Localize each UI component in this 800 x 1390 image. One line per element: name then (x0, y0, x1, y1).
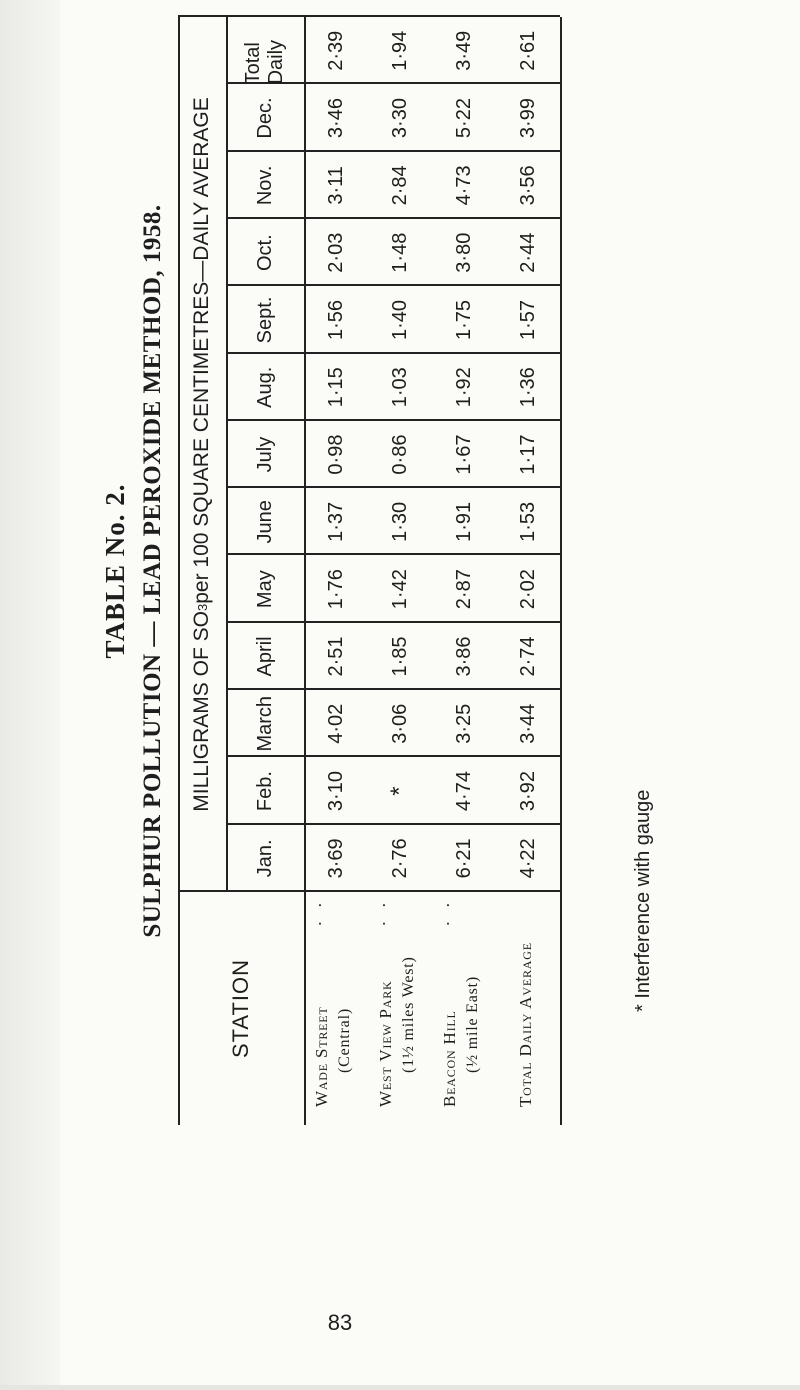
table-cell: 5·22 (452, 98, 475, 139)
table-cell: 3·11 (324, 166, 347, 205)
rule-bottom (560, 17, 562, 1125)
month-header: March (253, 695, 276, 752)
station-detail: (1½ miles West) (400, 956, 417, 1073)
table-cell: 3·10 (324, 771, 347, 812)
month-header: Feb. (253, 771, 276, 812)
table-cell: 3·25 (452, 703, 475, 744)
table-cell: 3·86 (452, 636, 475, 677)
table-cell: 6·21 (452, 838, 475, 879)
month-header: May (253, 570, 276, 609)
table-cell: * (386, 786, 413, 796)
month-header: Dec. (253, 97, 276, 139)
table-cell: 2·74 (516, 636, 539, 677)
table-cell: 3·44 (516, 703, 539, 744)
table-cell: 1·53 (516, 501, 539, 542)
month-header: Jan. (253, 839, 276, 878)
table-cell: 2·44 (516, 232, 539, 273)
table-label-line (100, 17, 131, 1125)
station-name: Beacon Hill (440, 1010, 459, 1107)
rotated-table-page (100, 17, 550, 1125)
table-cell: 2·03 (324, 232, 347, 273)
station-name: Wade Street (312, 1006, 331, 1107)
station-label (496, 892, 560, 1125)
station-label (304, 892, 368, 1125)
station-detail: (Central) (336, 1008, 353, 1073)
table-cell: 2·61 (516, 30, 539, 71)
table-cell: 2·39 (324, 30, 347, 71)
month-header: Oct. (253, 234, 276, 271)
table-cell: 1·75 (452, 299, 475, 340)
scan-margin-shadow (0, 0, 60, 1390)
month-header: April (253, 636, 276, 677)
units-header-subscript: 3 (194, 603, 210, 612)
scan-bottom-edge (0, 1385, 800, 1390)
table-cell: 1·15 (324, 367, 347, 408)
table-cell: 1·17 (516, 434, 539, 475)
table-cell: 1·56 (324, 299, 347, 340)
month-header: Total Daily (242, 39, 287, 85)
rule-top (178, 17, 180, 1125)
station-detail: (½ mile East) (464, 975, 481, 1073)
month-header: June (253, 500, 276, 544)
table-cell: 3·46 (324, 98, 347, 139)
station-label (368, 892, 432, 1125)
table-cell: 3·69 (324, 838, 347, 879)
table-cell: 3·56 (516, 165, 539, 206)
table-cell: 3·99 (516, 98, 539, 139)
table-cell: 1·30 (388, 501, 411, 542)
table-cell: 1·48 (388, 232, 411, 273)
station-column-header: STATION (228, 958, 253, 1059)
month-header: Sept. (253, 296, 276, 344)
table-cell: 3·49 (452, 30, 475, 71)
leader-dots: . . (306, 898, 325, 926)
table-cell: 1·36 (516, 367, 539, 408)
table-cell: 3·06 (388, 703, 411, 744)
station-name: Total Daily Average (516, 942, 535, 1107)
table-cell: 1·85 (388, 636, 411, 677)
table-title: SULPHUR POLLUTION — LEAD PEROXIDE METHOD, 1958. (139, 204, 166, 938)
station-name: West View Park (376, 980, 395, 1107)
table-cell: 4·74 (452, 771, 475, 812)
table-cell: 4·73 (452, 165, 475, 206)
leader-dots: . . (370, 898, 389, 926)
table-cell: 2·84 (388, 165, 411, 206)
table-cell: 1·03 (388, 367, 411, 408)
table-cell: 2·51 (324, 636, 347, 677)
table-cell: 1·92 (452, 367, 475, 408)
page-number: 83 (327, 1310, 353, 1335)
table-cell: 1·91 (452, 501, 475, 542)
month-header: July (253, 436, 276, 473)
footnote: * Interference with gauge (632, 789, 654, 1012)
leader-dots: . . (434, 898, 453, 926)
table-cell: 1·42 (388, 569, 411, 610)
table-cell: 2·02 (516, 569, 539, 610)
units-header (178, 17, 226, 892)
table-cell: 0·86 (388, 434, 411, 475)
table-cell: 1·94 (388, 30, 411, 71)
table-cell: 1·37 (324, 501, 347, 542)
table-cell: 4·02 (324, 703, 347, 744)
table-cell: 3·92 (516, 771, 539, 812)
table-cell: 1·57 (516, 299, 539, 340)
table-cell: 1·67 (452, 434, 475, 475)
table-cell: 4·22 (516, 838, 539, 879)
table-cell: 0·98 (324, 434, 347, 475)
units-header-post: per 100 SQUARE CENTIMETRES—DAILY AVERAGE (190, 97, 213, 604)
table-cell: 2·76 (388, 838, 411, 879)
table-label: TABLE No. 2. (100, 483, 130, 659)
units-header-pre: MILLIGRAMS OF SO (190, 611, 213, 812)
table-cell: 1·40 (388, 299, 411, 340)
table-cell: 2·87 (452, 569, 475, 610)
month-header: Nov. (253, 165, 276, 206)
table-cell: 1·76 (324, 569, 347, 610)
table-cell: 3·30 (388, 98, 411, 139)
month-header: Aug. (253, 366, 276, 408)
station-label (432, 892, 496, 1125)
table-cell: 3·80 (452, 232, 475, 273)
